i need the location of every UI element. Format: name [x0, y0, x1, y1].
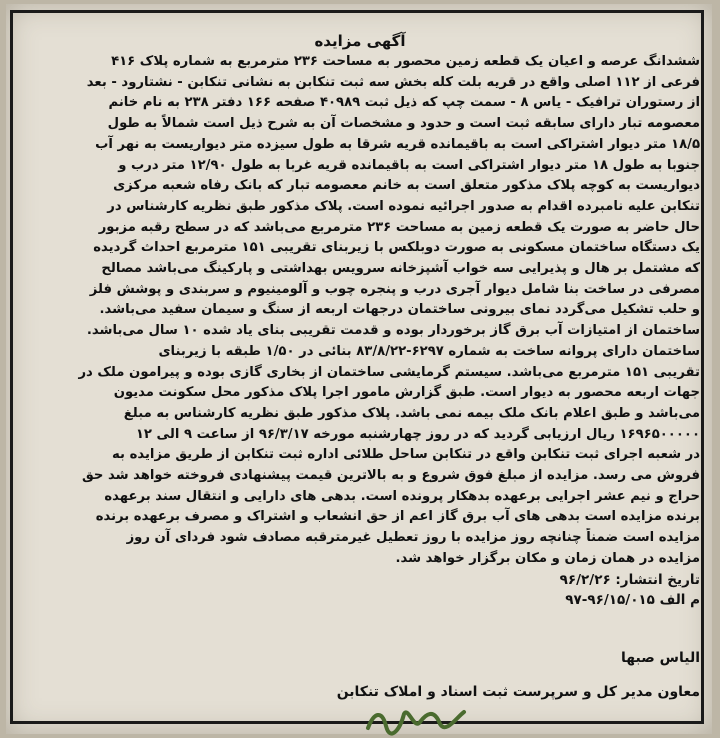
notice-line: برنده مزایده است بدهی های آب برق گاز اعم از حق انشعاب و اشتراک و مصرف برعهده برنده: [95, 509, 700, 525]
reference-number: م الف ۹۶/۱۵/۰۱۵-۹۷: [565, 592, 700, 608]
notice-line: که مشتمل بر هال و پذیرایی سه خواب آشپزخانه سرویس بهداشتی و پارکینگ می‌باشد مصالح: [101, 261, 700, 277]
notice-line: حراج و نیم عشر اجرایی برعهده بدهکار پرونده است. بدهی های دارایی و انتقال سند برعهده: [104, 488, 700, 504]
notice-title: آگهی مزایده: [314, 32, 406, 50]
notice-line: حال حاضر به صورت یک قطعه زمین به مساحت ۲۳۶ مترمربع می‌باشد که در سطح رقبه مزبور: [98, 219, 700, 235]
notice-line: مزایده است ضمناً چنانچه روز مزایده با روز تعطیل غیرمترقبه مصادف شود فردای آن روز: [126, 530, 700, 546]
signatory-name: الیاس صبها: [621, 650, 700, 666]
notice-line: مصرفی در ساخت بنا شامل دیوار آجری درب و پنجره چوب و آلومینیوم و سربندی و پوشش فلز: [89, 281, 700, 297]
notice-line: فرعی از ۱۱۲ اصلی واقع در قریه بلت کله بخش سه ثبت تنکابن به نشانی تنکابن - نشتارود - بعد: [86, 74, 700, 90]
notice-line: تقریبی ۱۵۱ مترمربع می‌باشد. سیستم گرمایشی ساختمان از بخاری گازی بوده و پیرامون ملک در: [78, 364, 700, 380]
notice-line: ششدانگ عرصه و اعیان یک قطعه زمین محصور به مساحت ۲۳۶ مترمربع به شماره پلاک ۴۱۶: [111, 54, 700, 69]
notice-line: فروش می رسد. مزایده از مبلغ فوق شروع و به بالاترین قیمت پیشنهادی فروخته خواهد شد حق: [81, 468, 700, 484]
notice-line: معصومه تبار دارای سابقه ثبت است و حدود و مشخصات آن به شرح ذیل است شمالاً به طول: [107, 116, 700, 132]
handwritten-mark: [360, 700, 470, 736]
notice-line: مزایده در همان زمان و مکان برگزار خواهد شد.: [395, 550, 700, 566]
notice-line: ساختمان دارای پروانه ساخت به شماره ۶۲۹۷-۸۳/۸/۲۲ بنائی در ۱/۵۰ طبقه با زیربنای: [158, 343, 700, 359]
notice-line: دیواریست به کوچه پلاک مذکور متعلق است به خانم معصومه تبار که بانک رفاه شعبه مرکزی: [113, 178, 700, 194]
notice-line: ۱۸/۵ متر دیوار اشتراکی است به باقیمانده قریه شرقا به طول سیزده متر دیواریست به نهر آب: [95, 136, 700, 152]
notice-line: جنوبا به طول ۱۸ متر دیوار اشتراکی است به باقیمانده قریه غربا به طول ۱۲/۹۰ متر درب و: [118, 157, 700, 173]
notice-line: تنکابن علیه نامبرده اقدام به صدور اجرائیه نموده است. پلاک مذکور طبق نظریه کارشناس در: [107, 198, 700, 214]
publish-date: تاریخ انتشار: ۹۶/۲/۲۶: [559, 572, 700, 588]
notice-body: [20, 52, 700, 570]
notice-line: ۱۶۹۶۵۰۰۰۰۰ ریال ارزیابی گردید که در روز چهارشنبه مورخه ۹۶/۳/۱۷ از ساعت ۹ الی ۱۲: [135, 426, 700, 442]
signatory-title: معاون مدیر کل و سرپرست ثبت اسناد و املاک تنکابن: [336, 684, 700, 700]
notice-line: یک دستگاه ساختمان مسکونی به صورت دوبلکس با زیربنای تقریبی ۱۵۱ مترمربع احداث گردیده: [93, 240, 700, 256]
notice-line: در شعبه اجرای ثبت تنکابن واقع در تنکابن ساحل طلائی اداره ثبت تنکابن از طریق مزایده به: [112, 447, 700, 463]
notice-line: جهات اربعه محصور به دیوار است. طبق گزارش مامور اجرا پلاک مذکور محل سکونت مدیون: [113, 385, 700, 401]
notice-line: و حلب تشکیل می‌گردد نمای بیرونی ساختمان درجهات اربعه از سنگ و سیمان سفید می‌باشد.: [99, 302, 700, 318]
notice-line: از رستوران ترافیک - یاس ۸ - سمت چپ که ذیل ثبت ۴۰۹۸۹ صفحه ۱۶۶ دفتر ۲۳۸ به نام خانم: [108, 95, 700, 111]
notice-line: ساختمان از امتیازات آب برق گاز برخوردار بوده و قدمت تقریبی بنای یاد شده ۱۰ سال می‌باشد.: [86, 323, 700, 339]
notice-line: می‌باشد و طبق اعلام بانک ملک بیمه نمی باشد. پلاک مذکور طبق نظریه کارشناس به مبلغ: [123, 405, 700, 421]
